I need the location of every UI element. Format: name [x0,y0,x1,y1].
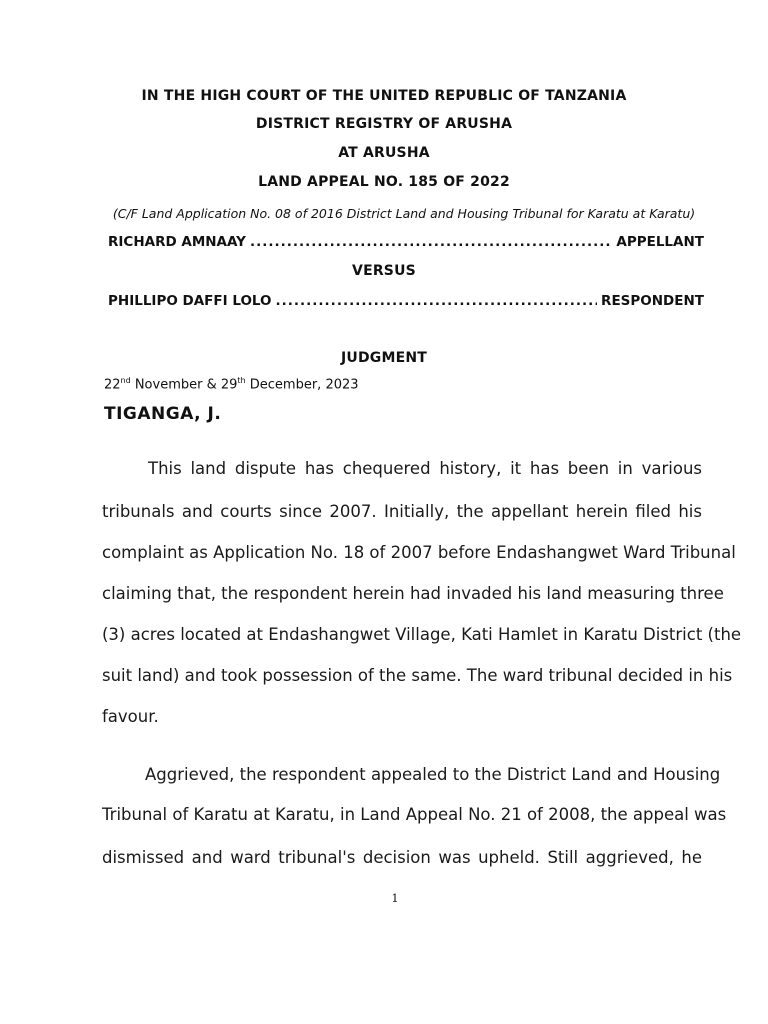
cf-note: (C/F Land Application No. 08 of 2016 District Land and Housing Tribunal for Karatu at Karatu) [112,206,696,221]
respondent-name: PHILLIPO DAFFI LOLO [108,293,272,309]
respondent-row [108,293,704,309]
paragraph-line: tribunals and courts since 2007. Initially, the appellant herein filed his [102,502,702,521]
versus-label: VERSUS [352,263,416,279]
paragraph-line: (3) acres located at Endashangwet Village, Kati Hamlet in Karatu District (the [102,625,742,644]
paragraph-line: This land dispute has chequered history, it has been in various [148,459,702,478]
appellant-row [108,234,704,250]
paragraph-line: dismissed and ward tribunal's decision was upheld. Still aggrieved, he [102,848,702,867]
paragraph-line: favour. [102,707,159,726]
paragraph-line: claiming that, the respondent herein had invaded his land measuring three [102,584,724,603]
date-suffix-2: th [237,376,246,385]
judgment-title: JUDGMENT [340,350,428,366]
date-end: December, 2023 [245,377,359,393]
dot-leader [276,293,598,309]
hearing-dates [104,376,359,392]
paragraph-line: Aggrieved, the respondent appealed to the District Land and Housing [145,765,721,784]
paragraph-line: Tribunal of Karatu at Karatu, in Land Appeal No. 21 of 2008, the appeal was [102,805,727,824]
date-middle: November & 29 [130,377,238,393]
judge-name: TIGANGA, J. [104,404,222,424]
paragraph-line: suit land) and took possession of the same. The ward tribunal decided in his [102,666,733,685]
registry-heading: DISTRICT REGISTRY OF ARUSHA [255,116,513,132]
page-number: 1 [391,892,399,905]
paragraph-line: complaint as Application No. 18 of 2007 before Endashangwet Ward Tribunal [102,543,736,562]
respondent-role: RESPONDENT [601,293,704,309]
date-suffix-1: nd [120,376,131,385]
appellant-name: RICHARD AMNAAY [108,234,246,250]
court-heading: IN THE HIGH COURT OF THE UNITED REPUBLIC OF TANZANIA [141,88,627,104]
dot-leader [250,234,612,250]
location-heading: AT ARUSHA [338,145,430,161]
appellant-role: APPELLANT [616,234,704,250]
case-number: LAND APPEAL NO. 185 OF 2022 [258,174,510,190]
date-day-1: 22 [104,377,121,393]
